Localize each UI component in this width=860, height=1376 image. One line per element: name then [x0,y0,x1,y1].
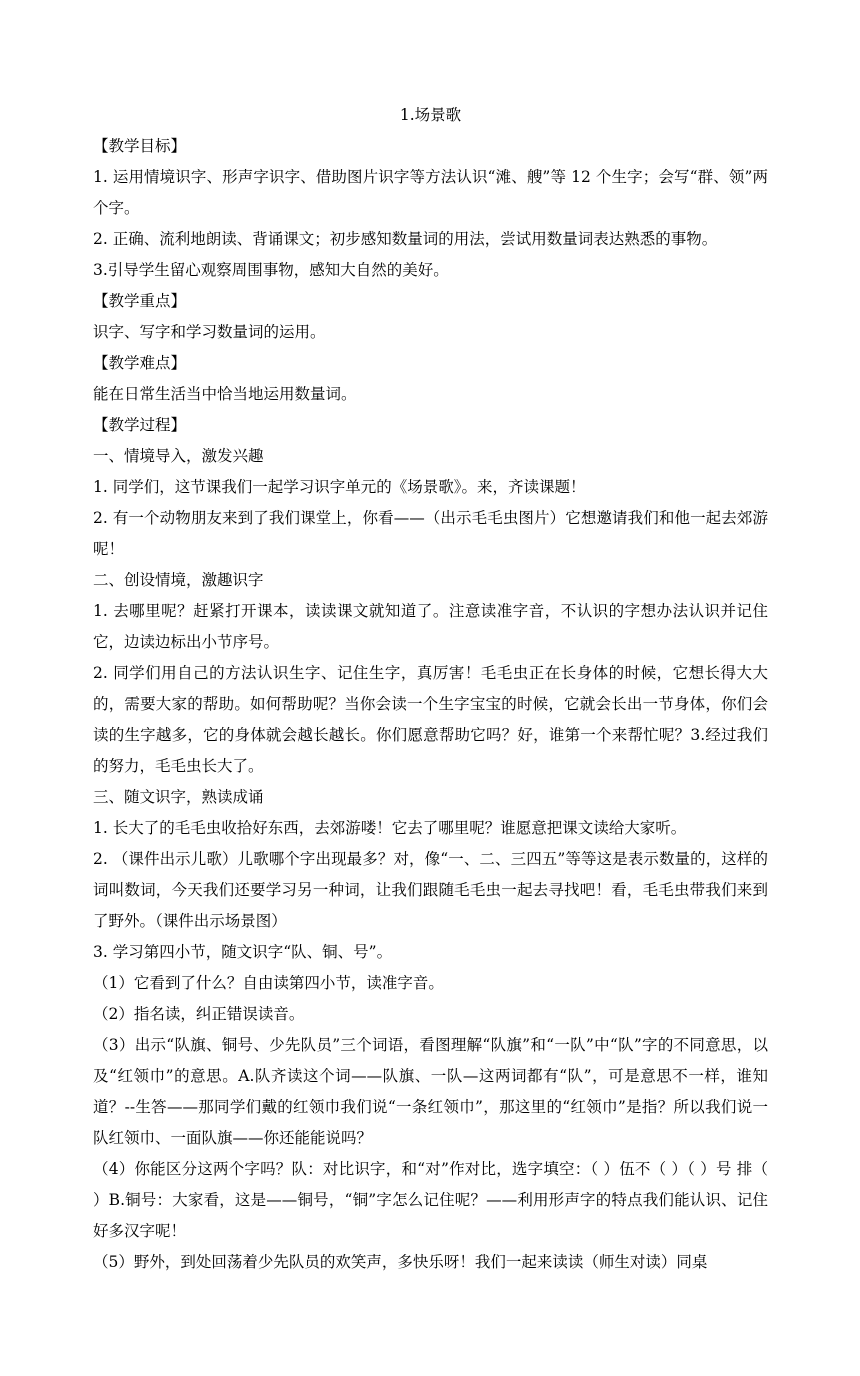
process-substep-2: （2）指名读，纠正错误读音。 [93,1005,305,1023]
key-points-text: 识字、写字和学习数量词的运用。 [93,323,326,341]
section-heading-process: 【教学过程】 [93,416,187,434]
process-step-1-item-2: 2. 有一个动物朋友来到了我们课堂上，你看——（出示毛毛虫图片）它想邀请我们和他一起去郊游呢！ [93,509,768,558]
section-heading-key-points: 【教学重点】 [93,292,187,310]
difficulties-text: 能在日常生活当中恰当地运用数量词。 [93,385,357,403]
section-heading-difficulties: 【教学难点】 [93,354,187,372]
process-substep-3: （3）出示“队旗、铜号、少先队员”三个词语，看图理解“队旗”和“一队”中“队”字的不同意思，以及“红领巾”的意思。A.队齐读这个词——队旗、一队—这两词都有“队”，可是意思不一样，谁知道？--生答——那同学们戴的红领巾我们说“一条红领巾”，那这里的“红领巾”是指？所以我们说一队红领巾、一面队旗——你还能能说吗？ [93,1036,768,1147]
process-step-2-item-2: 2. 同学们用自己的方法认识生字、记住生字，真厉害！毛毛虫正在长身体的时候，它想长得大大的，需要大家的帮助。如何帮助呢？当你会读一个生字宝宝的时候，它就会长出一节身体，你们会读的生字越多，它的身体就会越长越长。你们愿意帮助它吗？好，谁第一个来帮忙呢？3.经过我们的努力，毛毛虫长大了。 [93,664,768,775]
process-substep-5: （5）野外，到处回荡着少先队员的欢笑声，多快乐呀！我们一起来读读（师生对读）同桌 [93,1253,708,1271]
process-step-3-heading: 三、随文识字，熟读成诵 [93,788,264,806]
process-step-3-item-1: 1. 长大了的毛毛虫收拾好东西，去郊游喽！它去了哪里呢？谁愿意把课文读给大家听。 [93,819,687,837]
objective-1: 1. 运用情境识字、形声字识字、借助图片识字等方法认识“滩、艘”等 12 个生字；会写“群、领”两个字。 [93,168,768,217]
process-step-2-heading: 二、创设情境，激趣识字 [93,571,264,589]
process-step-1-heading: 一、情境导入，激发兴趣 [93,447,264,465]
process-step-2-item-1: 1. 去哪里呢？赶紧打开课本，读读课文就知道了。注意读准字音，不认识的字想办法认识并记住它，边读边标出小节序号。 [93,602,768,651]
process-step-1-item-1: 1. 同学们，这节课我们一起学习识字单元的《场景歌》。来，齐读课题！ [93,478,586,496]
document-title: 1.场景歌 [399,106,462,124]
objective-2: 2. 正确、流利地朗读、背诵课文；初步感知数量词的用法，尝试用数量词表达熟悉的事物。 [93,230,718,248]
process-step-3-item-2: 2. （课件出示儿歌）儿歌哪个字出现最多？对，像“一、二、三四五”等等这是表示数量的，这样的词叫数词，今天我们还要学习另一种词，让我们跟随毛毛虫一起去寻找吧！看，毛毛虫带我们来到了野外。（课件出示场景图） [93,850,768,930]
objective-3: 3.引导学生留心观察周围事物，感知大自然的美好。 [93,261,449,279]
process-substep-1: （1）它看到了什么？自由读第四小节，读准字音。 [93,974,444,992]
process-step-3-item-3: 3. 学习第四小节，随文识字“队、铜、号”。 [93,943,393,961]
section-heading-objectives: 【教学目标】 [93,137,187,155]
document-body [93,100,768,1278]
process-substep-4: （4）你能区分这两个字吗？队：对比识字，和“对”作对比，选字填空：（ ）伍不（ ）（ ）号 排（ ）B.铜号：大家看，这是——铜号，“铜”字怎么记住呢？——利用形声字的特点我们能认识、记住好多汉字呢！ [93,1160,768,1240]
